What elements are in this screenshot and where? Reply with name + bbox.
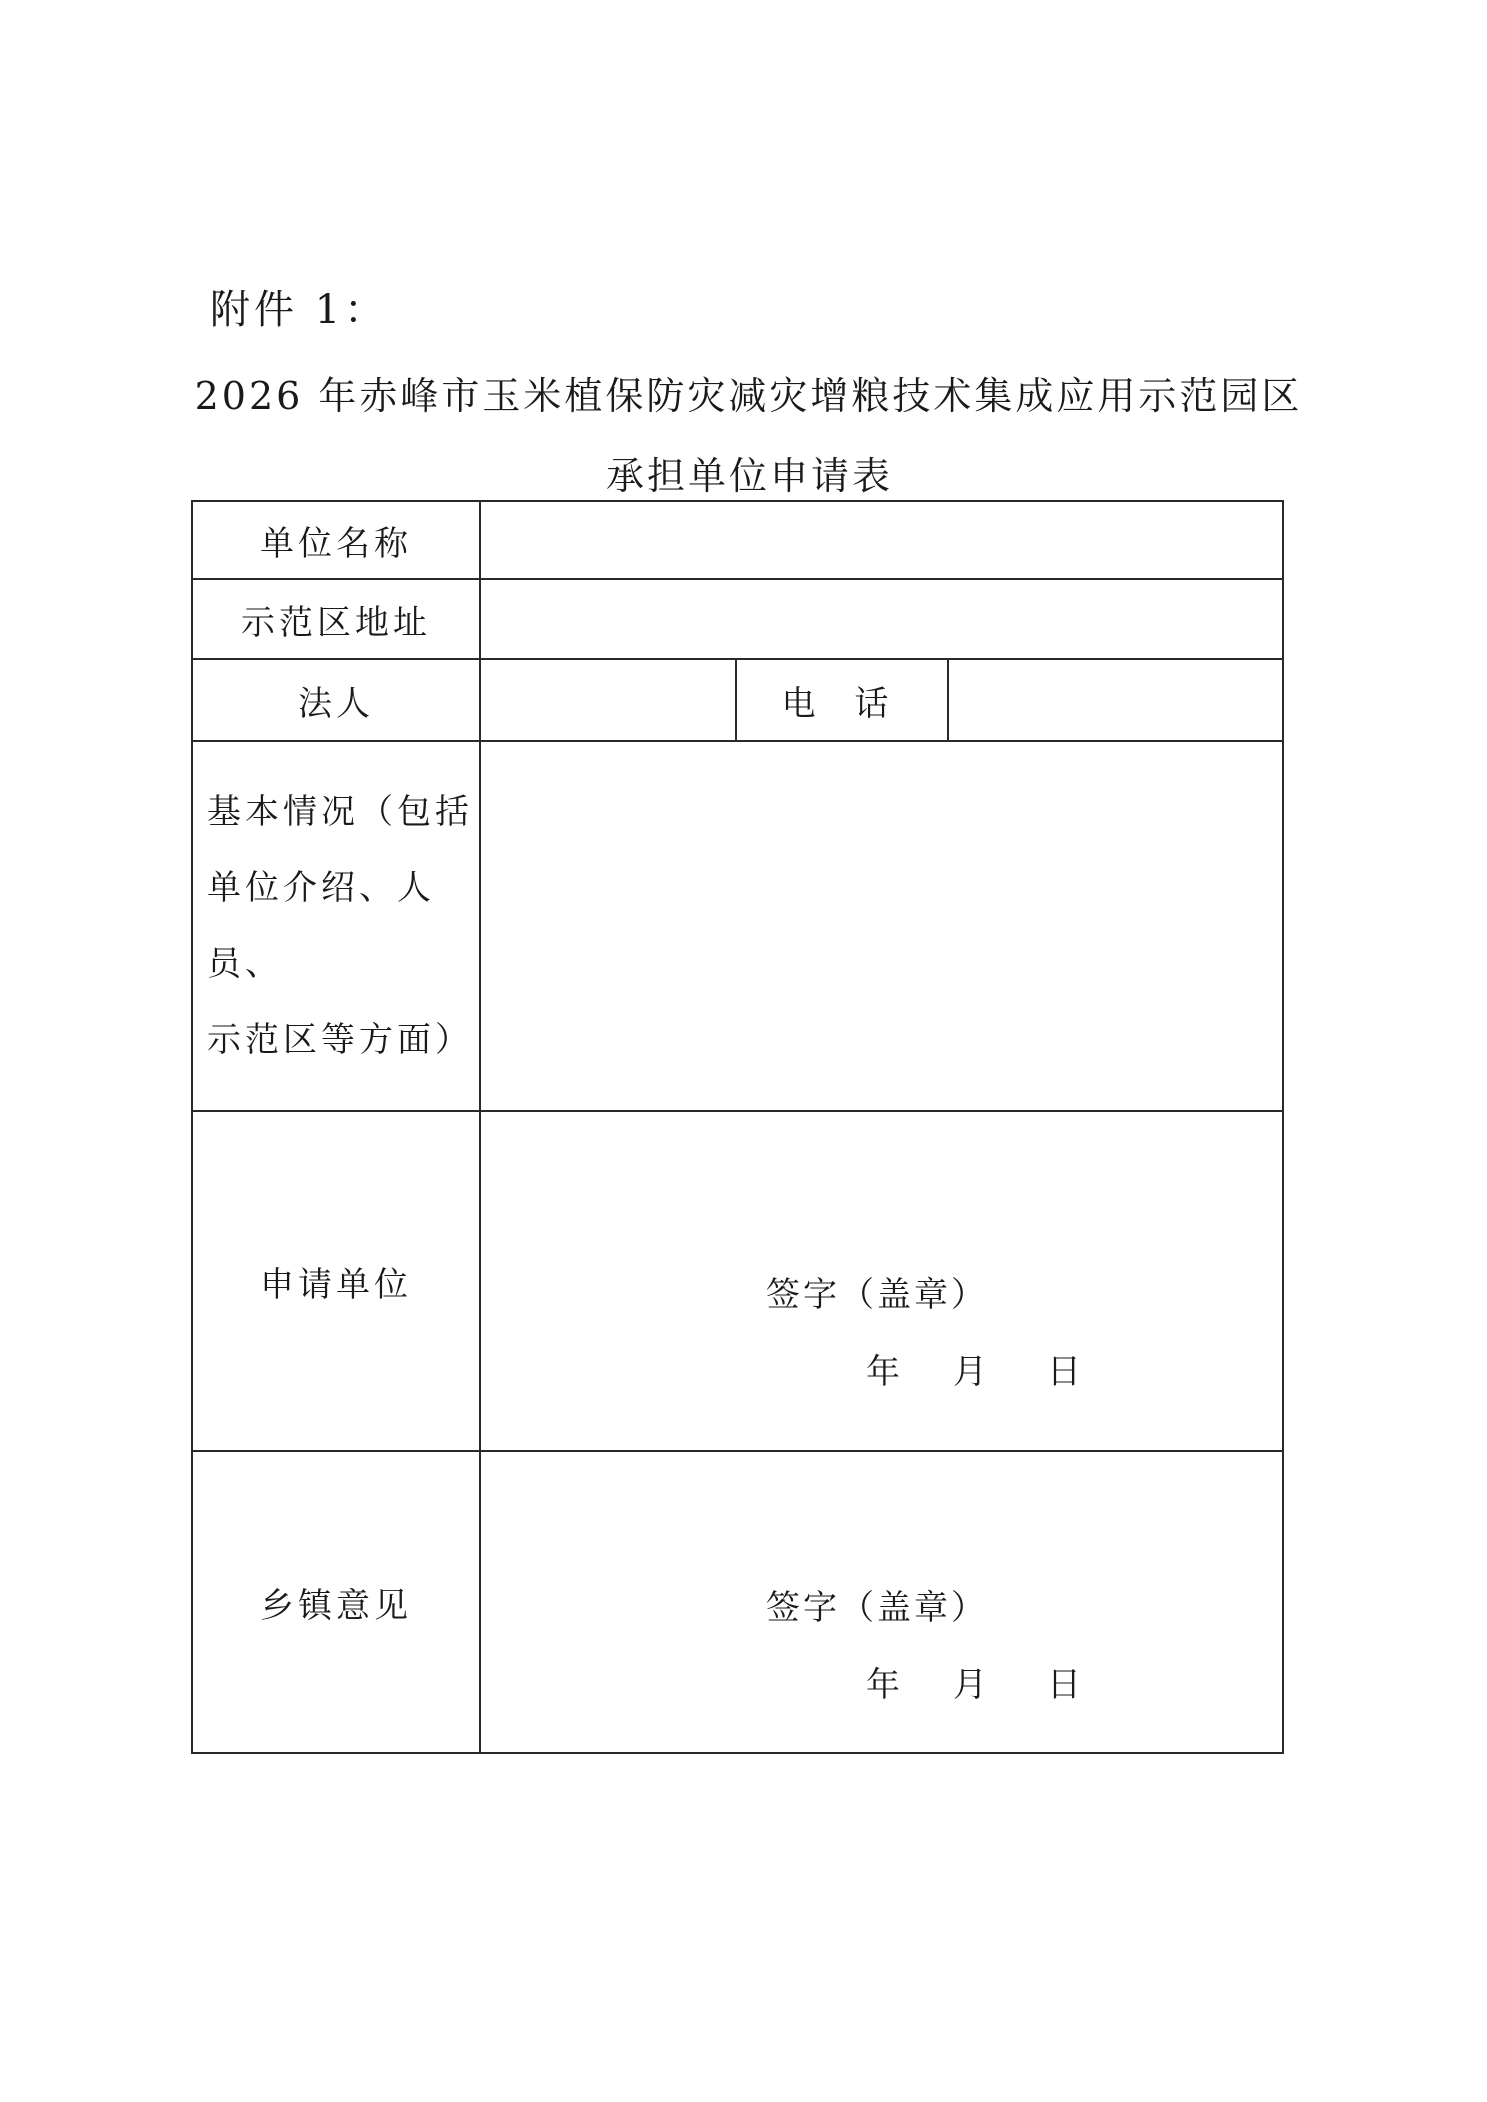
- row-legal-person: [192, 659, 1283, 741]
- row-applicant: [192, 1111, 1283, 1451]
- basic-info-label-line1: 基本情况（包括: [207, 792, 473, 832]
- township-label: 乡镇意见: [192, 1451, 480, 1753]
- township-date-row: [481, 1657, 1282, 1705]
- applicant-date-month: 月: [953, 1352, 991, 1392]
- applicant-date-year: 年: [866, 1352, 904, 1392]
- row-unit-name: [192, 501, 1283, 579]
- phone-label: 电 话: [736, 659, 948, 741]
- row-address: [192, 579, 1283, 659]
- form-title: 2026 年赤峰市玉米植保防灾减灾增粮技术集成应用示范园区: [194, 374, 1303, 418]
- legal-person-label: 法人: [192, 659, 480, 741]
- applicant-sign-text: 签字（盖章）: [766, 1275, 988, 1315]
- township-sign-text: 签字（盖章）: [766, 1588, 988, 1628]
- basic-info-label: [192, 741, 480, 1111]
- legal-person-field[interactable]: [480, 659, 736, 741]
- attachment-label: 附件 1：: [210, 287, 389, 333]
- township-sign-block: [481, 1580, 1282, 1628]
- application-form-table: [191, 500, 1284, 1754]
- basic-info-label-line2: 单位介绍、人员、: [207, 868, 435, 984]
- address-field[interactable]: [480, 579, 1283, 659]
- township-date-year: 年: [866, 1665, 904, 1705]
- township-date-day: 日: [1047, 1665, 1085, 1705]
- phone-field[interactable]: [948, 659, 1283, 741]
- township-sign-area[interactable]: [480, 1451, 1283, 1753]
- row-township: [192, 1451, 1283, 1753]
- unit-name-field[interactable]: [480, 501, 1283, 579]
- form-subtitle: 承担单位申请表: [605, 454, 893, 498]
- basic-info-label-line3: 示范区等方面）: [207, 1020, 473, 1060]
- applicant-sign-area[interactable]: [480, 1111, 1283, 1451]
- applicant-date-day: 日: [1047, 1352, 1085, 1392]
- applicant-date-row: [481, 1344, 1282, 1392]
- township-date-month: 月: [953, 1665, 991, 1705]
- basic-info-field[interactable]: [480, 741, 1283, 1111]
- row-basic-info: [192, 741, 1283, 1111]
- applicant-label: 申请单位: [192, 1111, 480, 1451]
- address-label: 示范区地址: [192, 579, 480, 659]
- applicant-sign-block: [481, 1267, 1282, 1315]
- unit-name-label: 单位名称: [192, 501, 480, 579]
